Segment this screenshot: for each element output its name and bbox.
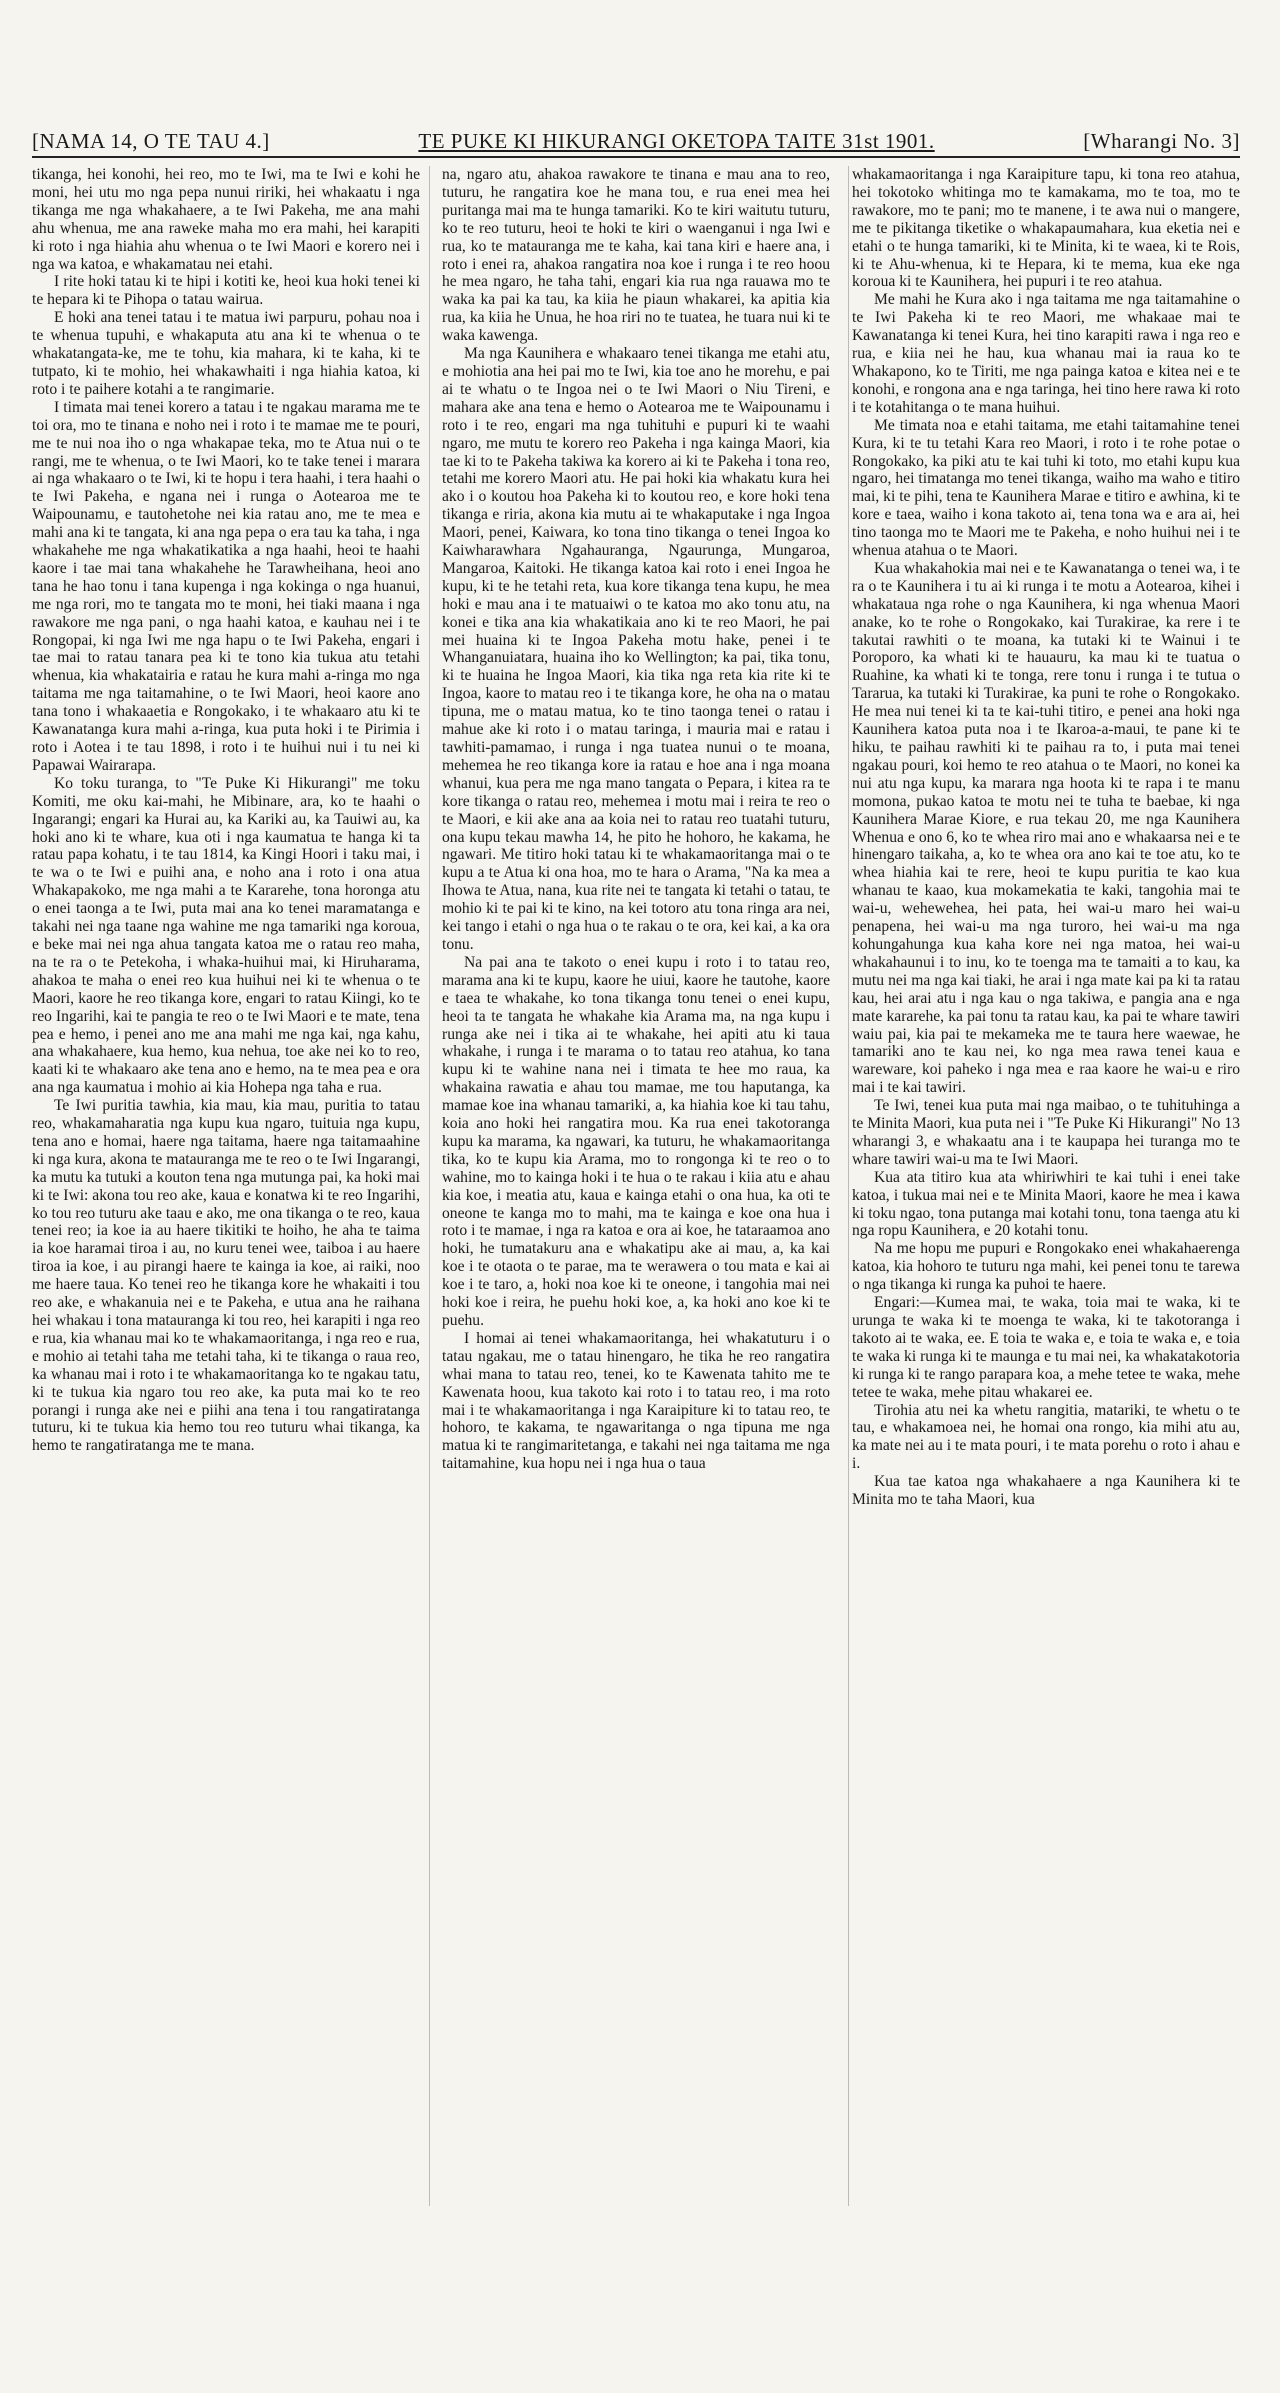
paragraph: Kua whakahokia mai nei e te Kawanatanga o tenei wa, i te ra o te Kaunihera i tu ai ki runga i te motu a Aotearoa, kihei i whakataua nga rohe o nga Kaunihera, ki nga whenua Maori anake, ko te rohe o Rongokako, kai Turakirae, ka rere i te takutai rawhiti o te moana, ka tutaki ki te Wainui i te Poroporo, ka whati ki te hauauru, ka mau ki te tuatua o Ruahine, ka whati ki te tonga, rere tonu i runga i te tutua o Tararua, ka tutaki ki Turakirae, ka puni te rohe o Rongokako. He mea nui tenei ki ta te kai-tuhi titiro, e penei ana hoki nga Kaunihera katoa puta noa i te Ikaroa-a-maui, te pane ki te hiku, te paihau rawhiti ki te paihau ra to, i puta mai tenei ngakau pouri, koi hemo te reo atahua o te Maori, no konei ka nui atu nga kupu, ka marara nga hoota ki te rapa i te manu momona, pukao katoa te motu nei te tuha te baebae, ki nga Kaunihera Marae Kiore, e rua tekau 20, me nga Kaunihera Whenua e ono 6, ko te whea riro mai ano e whakaarsa nei e te hinengaro taikaha, a, ko te whea ora ano kai te toe atu, ko te whea hiahia kai te rere, heoi te kupu puritia te kao kua whanau te kaao, kua mokamekatia te kaki, tangohia mai te wai-u, wehewehea, hei pata, hei wai-u maro hei wai-u penapena, hei wai-u ma nga turoro, hei wai-u ma nga kohungahunga kua kaha kore nei nga matoa, hei wai-u whakahaunui i to inu, ko te toenga ma te tamaiti a to kau, ka mutu nei ma nga kai tiaki, he arai i nga mate kai pa ki ta ratau kau, hei arai atu i nga kau o nga takiwa, e pangia ana e nga mate kararehe, ka pai tonu ta ratau kau, ka pai te whare tawiri waiu pai, kia pai te mekameka me te taura here waewae, he tamariki ano te kau nei, ko nga mea rawa tenei kaua e wareware, koi paheko i nga mea e raa kaore he wai-u e riro mai i te kai tawiri. xyxy=(852,559,1240,1097)
paragraph: Te Iwi, tenei kua puta mai nga maibao, o te tuhituhinga a te Minita Maori, kua puta nei i "Te Puke Ki Hikurangi" No 13 wharangi 3, e whakaatu ana i te kaupapa hei turanga mo te whare tawiri wai-u ma te Iwi Maori. xyxy=(852,1097,1240,1168)
paragraph: Te Iwi puritia tawhia, kia mau, kia mau, puritia to tatau reo, whakamaharatia nga kupu kua ngaro, tuituia nga kupu, tena ano e homai, haere nga taitama, haere nga taitamaahine ki nga kura, akona te matauranga me te reo o te Iwi Ingarangi, ka mutu ka tutuki a kouton tena nga mutunga pai, ka hoki mai ki te Iwi: akona tou reo ake, kaua e konatwa ki te reo Ingarihi, ko tou reo tuturu ake taau e ako, me ona tikanga o te reo, kaua tenei reo; ia koe ia au haere tikitiki te hoiho, he aha te taima ia koe haramai tiroa i au, no kuru tenei wee, taiboa i au haere tiroa ia koe, i au pirangi haere te kainga ia koe, ai raiki, noo me haere taua. Ko tenei reo he tikanga kore he whakaiti i tou reo ake, e whakanuia nei e te Pakeha, e utua ana he raihana hei whakau i tona matauranga ki tou reo, hei karapiti i nga reo e rua, kia whanau mai ko te whakamaoritanga, i nga reo e rua, e mohio ai tetahi taha me tetahi taha, ki te tikanga o raua reo, ka whanau mai i roto i te whakamaoritanga ko te ngakau tatu, ki te tukua kia ngaro tou reo ake, ka puta mai ko te reo porangi i runga ake nei e piihi ana tena i tou rangatiratanga tuturu, ki te tukua kia hemo tou reo tuturu whai tikanga, ka hemo te rangatiratanga me te mana. xyxy=(32,1097,420,1455)
paragraph: I timata mai tenei korero a tatau i te ngakau marama me te toi ora, mo te tinana e noho nei i roto i te mamae me te pouri, me te nui noa iho o nga whakapae teka, mo te Atua nui o te rangi, me te whenua, o te Iwi Maori, ko te take tenei i marara ai nga whakaaro o te Iwi, ki te hopu i tera haahi, i tera haahi o te Iwi Pakeha, e ngana nei i runga o Aotearoa me te Waipounamu, e tautohetohe nei kia ratau ano, me te mea e mahi ana ki te tangata, ki ana nga pepa o era tau ka taha, i nga whakahehe me nga whakatikatika a nga haahi, heoi te haahi kaore i tae mai tana whakahehe he Tarawheihana, heoi ano tana he hao tonu i tana kupenga i nga kokinga o nga huanui, me nga rori, mo te tangata mo te moni, hei tiaki maana i nga rawakore me nga pani, o nga haahi katoa, e kauhau nei i te Rongopai, ki nga Iwi me nga hapu o te Iwi Pakeha, engari i tae mai to ratau tanara pea ki te tono kia tukua atu tetahi whenua, kia whakatairia e ratau he kura mahi a-ringa mo nga taitama me nga taitamahine, o te Iwi Maori, heoi kaore ano tana tono i whakaaetia e Rongokako, i te whakaaro atu ki te Kawanatanga kura mahi a-ringa, kua puta hoki i te Pirimia i roto i Aotea i te tau 1898, i roto i te huihui nui i tu nei ki Papawai Wairarapa. xyxy=(32,398,420,774)
paragraph: Na pai ana te takoto o enei kupu i roto i to tatau reo, marama ana ki te kupu, kaore he uiui, kaore he tautohe, kaore e taea te whakahe, ko tona tikanga tonu tenei o enei kupu, heoi ta te tangata he whakahe kia Arama ma, na nga kupu i runga ake nei i tika ai te whakahe, hei apiti atu ki taua whakahe, i runga i te marama o to tatau reo atahua, ko tana kupu ki te wahine nana nei i timata te hee mo raua, ka whakaina rawatia e ahau tou mamae, me tou haputanga, ka mamae koe ina whanau tamariki, a, ka hiahia koe ki tau tahu, koia ano hoki hei rangatira mou. Ka rua enei takotoranga kupu ka marama, ka ngawari, ka tuturu, he whakamaoritanga tika, ko te kupu kia Arama, mo to rongonga ki te reo o to wahine, mo to kainga hoki i te hua o te rakau i kiia atu e ahau kia koe, i meatia atu, kaua e kainga etahi o ona hua, ka oti te oneone te kanga mo to mahi, ma te kainga e koe ona hua i roto i te mamae, i nga ra katoa e ora ai koe, he tataraamoa ano hoki, he tumatakuru ana e whakatipu ake ai mau, a, ka kai koe i te otaota o te parae, ma te werawera o tou mata e kai ai koe i te taro, a, hoki noa koe ki te oneone, i tangohia mai nei hoki koe i reira, he puehu hoki koe, a, ka hoki ano koe ki te puehu. xyxy=(442,953,830,1329)
column-1 xyxy=(32,166,420,2206)
page-header xyxy=(32,118,1240,154)
paragraph: Na me hopu me pupuri e Rongokako enei whakahaerenga katoa, kia hohoro te tuturu nga mahi, kei penei tonu te tarewa o nga tikanga ki runga ka puhoi te haere. xyxy=(852,1240,1240,1294)
paragraph: whakamaoritanga i nga Karaipiture tapu, ki tona reo atahua, hei tokotoko whitinga mo te kamakama, mo te toa, mo te rawakore, mo te pani; mo te manene, i te awa nui o mangere, me te pikitanga tiketike o whakapaumahara, kua eketia nei e etahi o te hunga tamariki, ki te Minita, ki te waea, ki te Rois, ki te Ahu-whenua, ki te Hepara, ki te mema, kua eke nga koroua ki te Kaunihera, hei pupuri i te reo atahua. xyxy=(852,166,1240,291)
issue-number: [NAMA 14, O TE TAU 4.] xyxy=(32,129,270,153)
paragraph: Engari:—Kumea mai, te waka, toia mai te waka, ki te urunga te waka ki te moenga te waka, ki te takotoranga i takoto ai te waka, ee. E toia te waka e, e toia te waka e, e toia te waka ki runga ki te maunga e tu mai nei, ka whakatakotoria ki runga ki te rango parapara koa, a mehe tetee te waka, mehe tetee te waka, mehe pitau whakarei ee. xyxy=(852,1294,1240,1401)
paragraph: na, ngaro atu, ahakoa rawakore te tinana e mau ana to reo, tuturu, he rangatira koe he mana tou, e rua enei mea hei puritanga mai ma te hunga tamariki. Ko te kiri waitutu tuturu, ko te reo tuturu, heoi te hoki te kiri o waenganui i nga Iwi e rua, ko te matauranga me te kaha, kai tana kiri e haere ana, i roto i enei ra, ahakoa rangatira noa koe i runga i te reo hoou he mea ngaro, he taha tahi, engari kia rua nga rauawa mo te waka ka pai ka tau, ka kiia he piaun whakarei, ka apitia kia rua, ka kiia he Unua, he hoa riri no te tuatea, he tuara nui ki te waka kawenga. xyxy=(442,166,830,345)
paragraph: E hoki ana tenei tatau i te matua iwi parpuru, pohau noa i te whenua tupuhi, e whakaputa atu ana ki te whenua o te whakatangata-ke, me te tohu, kia mahara, ki te kaha, ki te tutpato, ki te mohio, hei whakawhaiti i nga hiahia katoa, ki roto i te paihere kotahi a te rangimarie. xyxy=(32,309,420,398)
column-divider xyxy=(848,166,849,2206)
paragraph: tikanga, hei konohi, hei reo, mo te Iwi, ma te Iwi e kohi he moni, hei utu mo nga pepa nunui ririki, hei whakaatu i nga tikanga me nga whakahaere, a te Iwi Pakeha, me ana mahi ahu whenua, me ana raweke maha mo era mahi, hei karapiti ki roto i nga hiahia ahu whenua o te Iwi Maori e korero nei i nga wa katoa, e whakamatau nei etahi. xyxy=(32,166,420,273)
column-divider xyxy=(429,166,430,2206)
paragraph: Ko toku turanga, to "Te Puke Ki Hikurangi" me toku Komiti, me oku kai-mahi, he Mibinare, ara, ko te haahi o Ingarangi; engari ka Hurai au, ka Kariki au, ka Tauiwi au, ka hoki ano ki te whare, kua oti i nga kaumatua te hanga ki ta ratau papa kohatu, i te tau 1814, ka Kingi Hoori i taku mai, i te wa o te Iwi e puihi ana, e noho ana i roto i ona atua Whakapakoko, me nga mahi a te Kararehe, tona horonga atu o enei taonga a te Iwi, puta mai ana ko tenei maramatanga e takahi nei nga taane nga wahine me nga tamariki nga koroua, e beke mai nei nga ahua tangata katoa me o ratau reo maha, na te ra o te Petekoha, i whaka-huihui mai, ki Hiruharama, ahakoa te maha o enei reo kua huihui nei ki te whenua o te Maori, kaore he reo tikanga kore, engari to ratau Kiingi, ko te reo Ingarihi, kai te pangia te reo o te Iwi Maori e te mate, tena pea e hemo, i penei ano me ana mahi me nga kai, nga kahu, ana whakahaere, kua hemo, kua nehua, toe ake nei ko to reo, kaati ki te whakaaro ake tena ano e hemo, na te mea pea e ora ana nga kaumatua i mohio ai kia Hohepa nga taha e rua. xyxy=(32,774,420,1097)
paragraph: Tirohia atu nei ka whetu rangitia, matariki, te whetu o te tau, e whakamoea nei, he homai ona rongo, kia mihi atu au, ka mate nei au i te mata pouri, i te mata porehu o roto i ahau e i. xyxy=(852,1401,1240,1473)
column-3 xyxy=(852,166,1240,2206)
page-number: [Wharangi No. 3] xyxy=(1083,129,1240,153)
paragraph: Kua ata titiro kua ata whiriwhiri te kai tuhi i enei take katoa, i tukua mai nei e te Minita Maori, kaore he mea i kawa ki toku ngao, tona putanga mai kotahi tonu, tona taenga atu ki nga ropu Kaunihera, e 20 kotahi tonu. xyxy=(852,1168,1240,1240)
paragraph: Me timata noa e etahi taitama, me etahi taitamahine tenei Kura, ki te tu tetahi Kara reo Maori, i roto i te rohe potae o Rongokako, ka piki atu te kai tuhi ki toto, mo etahi kupu kua ngaro, hei timatanga mo tenei tikanga, waiho ma waho e titiro mai, ki te pihi, tena te Kaunihera Marae e titiro e awhina, ki te kore e taea, waiho i kona takoto ai, tena tona wa e ara ai, hei tino taonga mo te Maori me te Pakeha, e noho huihui nei i te whenua atahua o te Maori. xyxy=(852,416,1240,560)
paragraph: I homai ai tenei whakamaoritanga, hei whakatuturu i o tatau ngakau, me o tatau hinengaro, he tika he reo rangatira whai mana to tatau reo, tenei, ko te Kawenata tahito me te Kawenata hoou, kua takoto kai roto i to tatau reo, i ma roto mai i te whakamaoritanga i nga Karaipiture ki to tatau reo, te hohoro, te kakama, te ngawaritanga o nga tipuna me nga matua ki te rangimaritetanga, e takahi nei nga taitama me nga taitamahine, kua hopu nei i nga hua o taua xyxy=(442,1329,830,1473)
paragraph: Kua tae katoa nga whakahaere a nga Kaunihera ki te Minita mo te taha Maori, kua xyxy=(852,1473,1240,1509)
paragraph: I rite hoki tatau ki te hipi i kotiti ke, heoi kua hoki tenei ki te hepara ki te Pihopa o tatau wairua. xyxy=(32,273,420,309)
masthead-title: TE PUKE KI HIKURANGI OKETOPA TAITE 31st 1901. xyxy=(418,129,935,153)
column-2 xyxy=(442,166,830,2206)
paragraph: Ma nga Kaunihera e whakaaro tenei tikanga me etahi atu, e mohiotia ana hei pai mo te Iwi, kia toe ano he morehu, e pai ai te whatu o te Ingoa nei o te Iwi Maori o Niu Tireni, e mahara ake ana tena e hemo o Aotearoa me te Waipounamu i roto i te reo, engari ma nga tuhituhi e pupuri ki te waahi ngaro, me mutu te korero reo Pakeha i nga kainga Maori, kia tae ki to te Pakeha takiwa ka korero ai ki te Pakeha i tona reo, tetahi me korero Maori atu. He pai hoki kia whakatu kura hei ako i o koutou hoa Pakeha ki to koutou reo, e kore hoki tena tikanga e riria, akona kia mutu ai te whakaputake i nga Ingoa Maori, penei, Kaiwara, ko tona tino tikanga o tenei Ingoa ko Kaiwharawhara Ngahauranga, Ngaurunga, Mungaroa, Mangaroa, Kaitoki. He tikanga katoa kai roto i enei Ingoa he kupu, ki te he tetahi reta, kua kore tikanga tena kupu, he mea hoki e mau ana i te matuaiwi o te katoa mo ako tonu atu, na konei e tika ana kia whakatikaia ano ki te reo Maori, he pai mei huaina ki te Ingoa Pakeha motu hake, penei i te Whanganuiatara, huaina iho ko Wellington; ka pai, tika tonu, ki te huaina he Ingoa Maori, kia tika nga reta kia rite ki te Ingoa, kaore to matau reo i te tikanga kore, he oha na o matau tipuna, me o matau matua, ko te tino taonga tenei o ratau i mahue ake ki roto i o matau taringa, i mauria mai e ratau i tawhiti-pamamao, i runga i nga tuatea nunui o te moana, mehemea he reo tikanga kore ia ratau e hoe ana i nga moana whanui, kua pera me nga mano tangata o Pepara, i kitea ra te kore tikanga o ratau reo, mehemea i motu mai i reira te reo o te Maori, e kii ake ana aa koia nei to ratau reo tuatahi tuturu, ona kupu tekau mawha 14, he pito he hohoro, he kakama, he ngawari. Me titiro hoki tatau ki te whakamaoritanga mai o te kupu a te Atua ki ona hoa, mo te hara o Arama, "Na ka mea a Ihowa te Atua, nana, kua rite nei te tangata ki tetahi o tatau, te mohio ki te pai ki te kino, na kei totoro atu tona ringa ara nei, kei tango i etahi o nga hua o te rakau o te ora, kei kai, a ka ora tonu. xyxy=(442,345,830,953)
paragraph: Me mahi he Kura ako i nga taitama me nga taitamahine o te Iwi Pakeha ki te reo Maori, me whakaae mai te Kawanatanga ki tenei Kura, hei tino karapiti rawa i nga reo e rua, e kiia nei he hau, kua whanau mai ia raua ko te Whakapono, ko te Tiriti, me nga painga katoa e kitea nei e te konohi, e rongona ana e nga taringa, hei tino here rawa ki roto i te kotahitanga o te mana huihui. xyxy=(852,291,1240,416)
header-rule xyxy=(32,156,1240,158)
article-columns xyxy=(32,166,1240,2206)
